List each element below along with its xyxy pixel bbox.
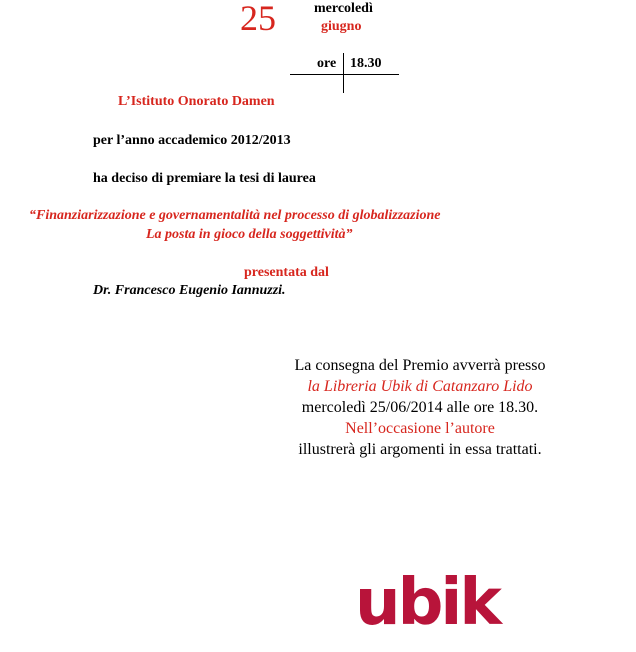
- ubik-logo: ubik: [355, 566, 499, 640]
- thesis-title-line1: “Finanziarizzazione e governamentalità nel processo di globalizzazione: [29, 208, 441, 223]
- decision-text: ha deciso di premiare la tesi di laurea: [93, 171, 316, 186]
- academic-year: per l’anno accademico 2012/2013: [93, 133, 291, 148]
- event-weekday: mercoledì: [314, 1, 373, 16]
- event-month: giugno: [321, 19, 362, 34]
- notice-line-1: La consegna del Premio avverrà presso: [294, 357, 546, 374]
- event-time: 18.30: [350, 56, 382, 71]
- award-notice: [260, 355, 580, 460]
- event-day: 25: [240, 0, 276, 38]
- time-divider-horizontal: [290, 74, 399, 75]
- institute-name: L’Istituto Onorato Damen: [118, 94, 275, 109]
- author-name: Dr. Francesco Eugenio Iannuzzi.: [93, 283, 286, 298]
- notice-date: mercoledì 25/06/2014 alle ore 18.30.: [301, 399, 539, 416]
- notice-line-4: Nell’occasione l’autore: [345, 420, 495, 437]
- presented-by: presentata dal: [244, 265, 329, 280]
- time-divider-vertical: [343, 53, 344, 93]
- time-label: ore: [317, 56, 337, 71]
- thesis-title-line2: La posta in gioco della soggettività”: [146, 227, 353, 242]
- notice-venue: la Libreria Ubik di Catanzaro Lido: [307, 378, 533, 395]
- notice-line-5: illustrerà gli argomenti in essa trattati.: [298, 441, 542, 458]
